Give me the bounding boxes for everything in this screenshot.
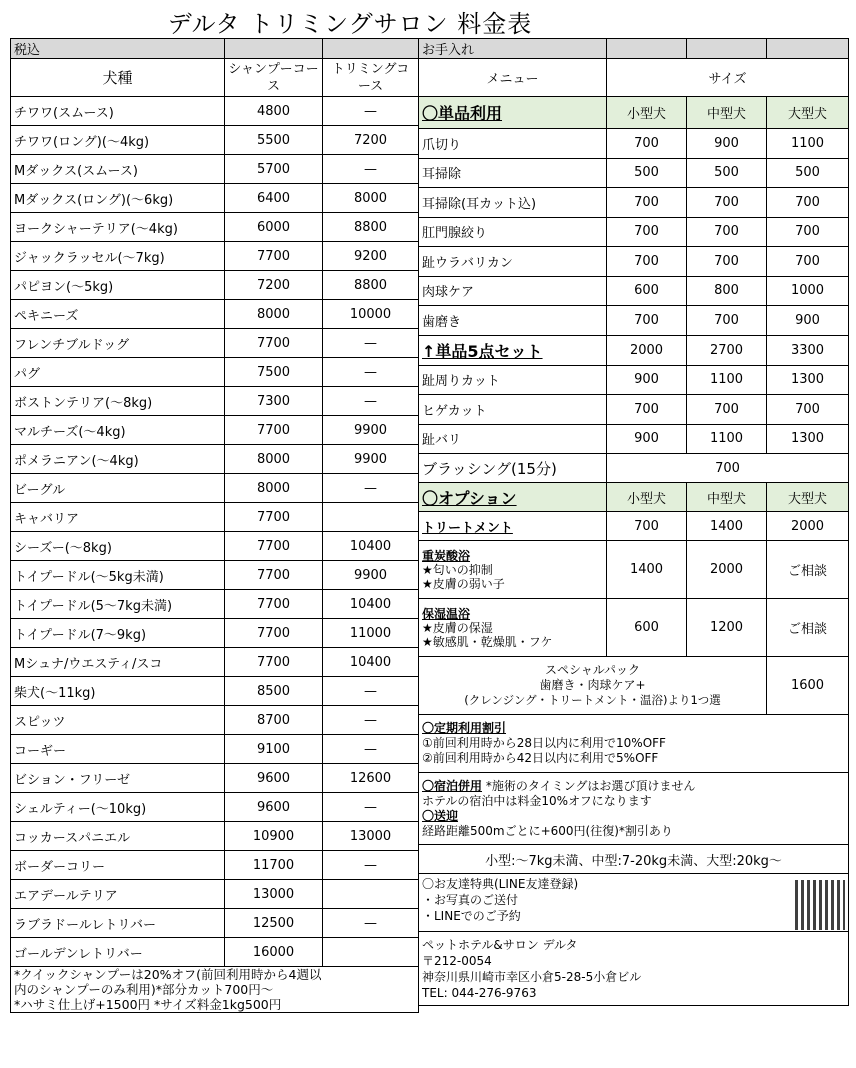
menu-name: 肛門腺絞り — [419, 217, 607, 247]
shampoo-price: 12500 — [225, 909, 323, 938]
price-large: 700 — [767, 247, 849, 277]
breed-name: 柴犬(〜11kg) — [11, 677, 225, 706]
breed-name: ジャックラッセル(〜7kg) — [11, 242, 225, 271]
footnote-line: *ハサミ仕上げ+1500円 *サイズ料金1kg500円 — [14, 997, 282, 1012]
breed-name: シーズー(〜8kg) — [11, 532, 225, 561]
price-small: 600 — [607, 276, 687, 306]
price-small: 700 — [607, 129, 687, 159]
footnote-line: 内のシャンプーのみ利用)*部分カット700円〜 — [14, 982, 274, 997]
shampoo-price: 6000 — [225, 213, 323, 242]
price-large: 3300 — [767, 335, 849, 365]
trim-price: 8800 — [323, 213, 419, 242]
breed-name: エアデールテリア — [11, 880, 225, 909]
price-small: 1400 — [607, 541, 687, 599]
shampoo-price: 7700 — [225, 532, 323, 561]
table-row — [11, 619, 419, 648]
breed-name: トイプードル(7〜9kg) — [11, 619, 225, 648]
shampoo-price: 9100 — [225, 735, 323, 764]
price-medium: 700 — [687, 247, 767, 277]
table-row — [11, 445, 419, 474]
shampoo-price: 5700 — [225, 155, 323, 184]
trim-price: 8800 — [323, 271, 419, 300]
table-row — [11, 358, 419, 387]
trim-price: 9900 — [323, 445, 419, 474]
breed-name: コーギー — [11, 735, 225, 764]
table-row — [11, 213, 419, 242]
shampoo-price: 8000 — [225, 474, 323, 503]
trim-price: — — [323, 735, 419, 764]
breed-name: フレンチブルドッグ — [11, 329, 225, 358]
single-title: 〇単品利用 — [419, 97, 607, 129]
breed-name: Mダックス(ロング)(〜6kg) — [11, 184, 225, 213]
menu-name: ヒゲカット — [419, 395, 607, 425]
moist-line: ★敏感肌・乾燥肌・フケ — [422, 634, 553, 649]
shampoo-price: 7700 — [225, 329, 323, 358]
trim-price: — — [323, 474, 419, 503]
table-row — [419, 335, 849, 365]
size-small: 小型犬 — [607, 483, 687, 512]
shampoo-price: 9600 — [225, 793, 323, 822]
special-price: 1600 — [767, 657, 849, 715]
price-small: 700 — [607, 395, 687, 425]
breed-name: パグ — [11, 358, 225, 387]
price-large: 700 — [767, 395, 849, 425]
special-line: 歯磨き・肉球ケア+ — [539, 678, 646, 692]
trim-price: 9900 — [323, 561, 419, 590]
price-large: 1100 — [767, 129, 849, 159]
footnote-line: *クイックシャンプーは20%オフ(前回利用時から4週以 — [14, 967, 322, 982]
price-medium: 1100 — [687, 424, 767, 454]
table-row — [11, 271, 419, 300]
breed-name: チワワ(スムース) — [11, 97, 225, 126]
shampoo-price: 7300 — [225, 387, 323, 416]
trim-price: — — [323, 677, 419, 706]
shampoo-price: 8500 — [225, 677, 323, 706]
regular-discount-cell — [419, 715, 849, 773]
shampoo-price: 13000 — [225, 880, 323, 909]
care-price-table — [418, 38, 849, 1006]
carbonic-line: ★匂いの抑制 — [422, 562, 493, 577]
breed-name: トイプードル(〜5kg未満) — [11, 561, 225, 590]
menu-name: ↑単品5点セット — [419, 335, 607, 365]
shampoo-price: 4800 — [225, 97, 323, 126]
price-medium: 900 — [687, 129, 767, 159]
price-medium: 1100 — [687, 365, 767, 395]
price-medium: 2000 — [687, 541, 767, 599]
trim-price: — — [323, 706, 419, 735]
trim-price: 11000 — [323, 619, 419, 648]
shop-tel: TEL: 044-276-9763 — [422, 985, 537, 1000]
breed-name: ポメラニアン(〜4kg) — [11, 445, 225, 474]
trim-price: — — [323, 329, 419, 358]
postal-code: 〒212-0054 — [422, 953, 492, 968]
menu-name: 爪切り — [419, 129, 607, 159]
breed-name: シェルティー(〜10kg) — [11, 793, 225, 822]
table-row — [11, 706, 419, 735]
special-line: スペシャルパック — [545, 663, 640, 677]
breed-name: ペキニーズ — [11, 300, 225, 329]
footnote — [11, 967, 419, 1013]
line-benefit-cell — [419, 874, 849, 932]
table-row — [11, 387, 419, 416]
brushing-label: ブラッシング(15分) — [419, 454, 607, 483]
breed-name: ヨークシャーテリア(〜4kg) — [11, 213, 225, 242]
table-row — [11, 300, 419, 329]
price-large: 1000 — [767, 276, 849, 306]
trim-price: 12600 — [323, 764, 419, 793]
table-row — [11, 503, 419, 532]
shampoo-price: 7700 — [225, 416, 323, 445]
table-row — [11, 184, 419, 213]
breed-name: ボーダーコリー — [11, 851, 225, 880]
shampoo-price: 8000 — [225, 445, 323, 474]
trim-price: 10400 — [323, 532, 419, 561]
regular-line: ①前回利用時から28日以内に利用で10%OFF — [422, 736, 666, 750]
breed-name: チワワ(ロング)(〜4kg) — [11, 126, 225, 155]
menu-header: メニュー — [419, 59, 607, 97]
carbonic-cell — [419, 541, 607, 599]
size-small: 小型犬 — [607, 97, 687, 129]
price-small: 700 — [607, 306, 687, 336]
table-row — [11, 590, 419, 619]
table-row — [419, 365, 849, 395]
price-medium: 700 — [687, 306, 767, 336]
price-medium: 500 — [687, 158, 767, 188]
table-row — [11, 648, 419, 677]
size-medium: 中型犬 — [687, 97, 767, 129]
price-large: 2000 — [767, 512, 849, 541]
trim-price: 10000 — [323, 300, 419, 329]
pickup-line: 経路距離500mごとに+600円(往復)*割引あり — [422, 823, 673, 838]
trim-price: 8000 — [323, 184, 419, 213]
shop-address: 神奈川県川崎市幸区小倉5-28-5小倉ビル — [422, 969, 642, 984]
tax-label: 税込 — [11, 39, 225, 59]
table-row — [11, 677, 419, 706]
shampoo-price: 16000 — [225, 938, 323, 967]
trim-header: トリミングコース — [323, 59, 419, 97]
price-small: 900 — [607, 424, 687, 454]
shampoo-price: 9600 — [225, 764, 323, 793]
shampoo-price: 7700 — [225, 619, 323, 648]
price-large: 500 — [767, 158, 849, 188]
stay-line: ホテルの宿泊中は料金10%オフになります — [422, 793, 652, 808]
size-header: サイズ — [607, 59, 849, 97]
price-medium: 700 — [687, 217, 767, 247]
breed-name: マルチーズ(〜4kg) — [11, 416, 225, 445]
menu-name: 歯磨き — [419, 306, 607, 336]
moist-cell — [419, 599, 607, 657]
trim-price: — — [323, 97, 419, 126]
breed-name: ビーグル — [11, 474, 225, 503]
price-large: 1300 — [767, 424, 849, 454]
stay-note: *施術のタイミングはお選び頂けません — [485, 778, 696, 793]
table-row — [11, 242, 419, 271]
breed-name: Mシュナ/ウエスティ/スコ — [11, 648, 225, 677]
trim-price: 9200 — [323, 242, 419, 271]
table-row — [11, 155, 419, 184]
option-title: 〇オプション — [419, 483, 607, 512]
stay-pickup-cell — [419, 773, 849, 845]
breed-name: パピヨン(〜5kg) — [11, 271, 225, 300]
price-large: 700 — [767, 217, 849, 247]
breed-name: キャバリア — [11, 503, 225, 532]
price-medium: 800 — [687, 276, 767, 306]
table-row — [419, 512, 849, 541]
price-large: ご相談 — [767, 541, 849, 599]
table-row — [11, 909, 419, 938]
size-medium: 中型犬 — [687, 483, 767, 512]
table-row — [11, 97, 419, 126]
price-large: 700 — [767, 188, 849, 218]
shampoo-price: 7500 — [225, 358, 323, 387]
shop-name: ペットホテル&サロン デルタ — [422, 937, 578, 952]
breed-name: トイプードル(5〜7kg未満) — [11, 590, 225, 619]
trim-price — [323, 880, 419, 909]
price-small: 900 — [607, 365, 687, 395]
moist-line: ★皮膚の保湿 — [422, 620, 493, 635]
pickup-title: 〇送迎 — [422, 808, 459, 823]
qr-code-icon[interactable] — [795, 880, 845, 930]
brushing-price: 700 — [607, 454, 849, 483]
table-row — [11, 764, 419, 793]
shampoo-price: 6400 — [225, 184, 323, 213]
table-row — [419, 395, 849, 425]
regular-title: 〇定期利用割引 — [422, 721, 507, 735]
price-large: 900 — [767, 306, 849, 336]
menu-name: 趾バリ — [419, 424, 607, 454]
table-row — [11, 822, 419, 851]
trim-price — [323, 503, 419, 532]
table-row — [11, 416, 419, 445]
shampoo-price: 7200 — [225, 271, 323, 300]
shampoo-header: シャンプーコース — [225, 59, 323, 97]
price-medium: 1200 — [687, 599, 767, 657]
trim-price: 7200 — [323, 126, 419, 155]
shampoo-price: 11700 — [225, 851, 323, 880]
trim-price: 13000 — [323, 822, 419, 851]
line-item: ・LINEでのご予約 — [422, 908, 521, 923]
trim-price: 10400 — [323, 648, 419, 677]
trim-price: — — [323, 358, 419, 387]
table-row — [11, 329, 419, 358]
table-row — [11, 793, 419, 822]
price-small: 700 — [607, 247, 687, 277]
price-small: 2000 — [607, 335, 687, 365]
table-row — [419, 424, 849, 454]
price-medium: 2700 — [687, 335, 767, 365]
menu-name: トリートメント — [419, 512, 607, 541]
breed-price-table — [10, 38, 419, 1013]
special-pack-cell — [419, 657, 767, 715]
trim-price: 10400 — [323, 590, 419, 619]
table-row — [11, 851, 419, 880]
menu-name: 耳掃除(耳カット込) — [419, 188, 607, 218]
regular-line: ②前回利用時から42日以内に利用で5%OFF — [422, 751, 659, 765]
trim-price: — — [323, 851, 419, 880]
menu-name: 趾周りカット — [419, 365, 607, 395]
trim-price: — — [323, 793, 419, 822]
trim-price: 9900 — [323, 416, 419, 445]
shop-info-cell — [419, 932, 849, 1006]
trim-price — [323, 938, 419, 967]
breed-name: ボストンテリア(〜8kg) — [11, 387, 225, 416]
page-title: デルタ トリミングサロン 料金表 — [167, 10, 533, 38]
size-definition: 小型:〜7kg未満、中型:7-20kg未満、大型:20kg〜 — [419, 845, 849, 874]
moist-title: 保湿温浴 — [422, 606, 471, 621]
trim-price: — — [323, 909, 419, 938]
shampoo-price: 8000 — [225, 300, 323, 329]
shampoo-price: 7700 — [225, 561, 323, 590]
price-small: 700 — [607, 188, 687, 218]
table-row — [11, 126, 419, 155]
stay-title: 〇宿泊併用 — [422, 778, 483, 793]
price-medium: 1400 — [687, 512, 767, 541]
breed-name: スピッツ — [11, 706, 225, 735]
price-small: 700 — [607, 217, 687, 247]
table-row — [11, 880, 419, 909]
table-row — [11, 532, 419, 561]
breed-name: ラブラドールレトリバー — [11, 909, 225, 938]
care-label: お手入れ — [419, 39, 607, 59]
price-small: 600 — [607, 599, 687, 657]
shampoo-price: 5500 — [225, 126, 323, 155]
table-row — [11, 474, 419, 503]
carbonic-title: 重炭酸浴 — [422, 548, 471, 563]
breed-name: Mダックス(スムース) — [11, 155, 225, 184]
price-large: ご相談 — [767, 599, 849, 657]
breed-name: コッカースパニエル — [11, 822, 225, 851]
menu-name: 耳掃除 — [419, 158, 607, 188]
breed-name: ゴールデンレトリバー — [11, 938, 225, 967]
size-large: 大型犬 — [767, 97, 849, 129]
line-title: 〇お友達特典(LINE友達登録) — [422, 876, 579, 891]
line-item: ・お写真のご送付 — [422, 892, 519, 907]
carbonic-line: ★皮膚の弱い子 — [422, 576, 505, 591]
table-row — [11, 735, 419, 764]
price-small: 700 — [607, 512, 687, 541]
shampoo-price: 7700 — [225, 648, 323, 677]
price-large: 1300 — [767, 365, 849, 395]
menu-name: 趾ウラバリカン — [419, 247, 607, 277]
breed-header: 犬種 — [11, 59, 225, 97]
shampoo-price: 7700 — [225, 242, 323, 271]
price-small: 500 — [607, 158, 687, 188]
table-row — [11, 561, 419, 590]
size-large: 大型犬 — [767, 483, 849, 512]
table-row — [11, 938, 419, 967]
price-medium: 700 — [687, 395, 767, 425]
menu-name: 肉球ケア — [419, 276, 607, 306]
special-line: (クレンジング・トリートメント・温浴)より1つ選 — [464, 693, 721, 707]
shampoo-price: 10900 — [225, 822, 323, 851]
trim-price: — — [323, 387, 419, 416]
price-medium: 700 — [687, 188, 767, 218]
trim-price: — — [323, 155, 419, 184]
shampoo-price: 7700 — [225, 590, 323, 619]
shampoo-price: 8700 — [225, 706, 323, 735]
breed-name: ビション・フリーゼ — [11, 764, 225, 793]
shampoo-price: 7700 — [225, 503, 323, 532]
